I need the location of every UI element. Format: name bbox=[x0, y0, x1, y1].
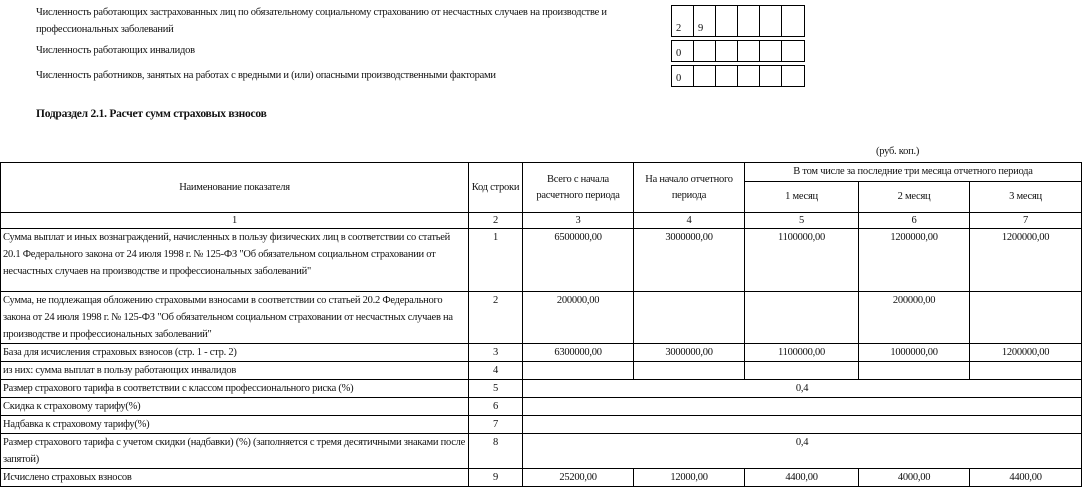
row-code: 2 bbox=[469, 292, 523, 344]
row-label: Исчислено страховых взносов bbox=[1, 469, 469, 487]
row-code: 9 bbox=[469, 469, 523, 487]
value-cell[interactable]: 1100000,00 bbox=[745, 229, 859, 292]
row-label: Размер страхового тарифа с учетом скидки (надбавки) (%) (заполняется с тремя десятичными знаками после запятой) bbox=[1, 434, 469, 469]
value-cell[interactable]: 1200000,00 bbox=[970, 344, 1082, 362]
table-row bbox=[1, 229, 1082, 292]
row-code: 3 bbox=[469, 344, 523, 362]
header-months-group: В том числе за последние три месяца отчетного периода bbox=[745, 163, 1082, 182]
row-label: Надбавка к страховому тарифу(%) bbox=[1, 416, 469, 434]
digit-cell bbox=[738, 41, 760, 61]
digit-cell bbox=[716, 66, 738, 86]
digit-cell bbox=[782, 6, 804, 36]
row-label: Скидка к страховому тарифу(%) bbox=[1, 398, 469, 416]
value-cell[interactable]: 1100000,00 bbox=[745, 344, 859, 362]
header-month-2: 2 месяц bbox=[859, 182, 970, 213]
table-row bbox=[1, 398, 1082, 416]
value-cell[interactable] bbox=[523, 362, 634, 380]
column-numbers-row bbox=[1, 213, 1082, 229]
value-cell[interactable]: 6500000,00 bbox=[523, 229, 634, 292]
digit-cell bbox=[738, 66, 760, 86]
value-cell[interactable]: 3000000,00 bbox=[634, 229, 745, 292]
digit-cell bbox=[760, 66, 782, 86]
value-cell[interactable] bbox=[523, 398, 1082, 416]
value-cell[interactable] bbox=[634, 362, 745, 380]
table-row bbox=[1, 416, 1082, 434]
insured-count-field[interactable] bbox=[671, 5, 805, 37]
value-cell[interactable] bbox=[970, 292, 1082, 344]
row-code: 5 bbox=[469, 380, 523, 398]
digit-cell bbox=[760, 6, 782, 36]
digit-cell bbox=[716, 41, 738, 61]
col-number: 7 bbox=[970, 213, 1082, 229]
table-row bbox=[1, 380, 1082, 398]
header-code: Код строки bbox=[469, 163, 523, 213]
row-code: 4 bbox=[469, 362, 523, 380]
row-label: из них: сумма выплат в пользу работающих инвалидов bbox=[1, 362, 469, 380]
digit-cell: 2 bbox=[672, 6, 694, 36]
col-number: 3 bbox=[523, 213, 634, 229]
col-number: 1 bbox=[1, 213, 469, 229]
digit-cell: 0 bbox=[672, 41, 694, 61]
value-cell[interactable]: 4400,00 bbox=[745, 469, 859, 487]
value-cell[interactable]: 3000000,00 bbox=[634, 344, 745, 362]
table-row bbox=[1, 292, 1082, 344]
row-label: Сумма, не подлежащая обложению страховыми взносами в соответствии со статьей 20.2 Федерального закона от 24 июля 1998 г. № 125-ФЗ "Об обязательном социальном страховании от несчастных случаев на производстве и профессиональных заболеваний" bbox=[1, 292, 469, 344]
contributions-table bbox=[0, 162, 1082, 487]
header-name: Наименование показателя bbox=[1, 163, 469, 213]
value-cell[interactable]: 4400,00 bbox=[970, 469, 1082, 487]
unit-label: (руб. коп.) bbox=[876, 146, 920, 157]
value-cell[interactable]: 200000,00 bbox=[859, 292, 970, 344]
value-cell[interactable]: 0,4 bbox=[523, 434, 1082, 469]
value-cell[interactable]: 6300000,00 bbox=[523, 344, 634, 362]
value-cell[interactable]: 200000,00 bbox=[523, 292, 634, 344]
disabled-count-field[interactable] bbox=[671, 40, 805, 62]
value-cell[interactable] bbox=[745, 292, 859, 344]
value-cell[interactable]: 0,4 bbox=[523, 380, 1082, 398]
header-start: На начало отчетного периода bbox=[634, 163, 745, 213]
hazard-count-label: Численность работников, занятых на работах с вредными и (или) опасными производственными факторами bbox=[36, 70, 496, 81]
insured-count-label: Численность работающих застрахованных лиц по обязательному социальному страхованию от несчастных случаев на производстве и профессиональных заболеваний bbox=[36, 7, 607, 35]
hazard-count-field[interactable] bbox=[671, 65, 805, 87]
digit-cell bbox=[760, 41, 782, 61]
col-number: 2 bbox=[469, 213, 523, 229]
value-cell[interactable]: 1200000,00 bbox=[859, 229, 970, 292]
table-row bbox=[1, 344, 1082, 362]
disabled-count-label: Численность работающих инвалидов bbox=[36, 45, 195, 56]
digit-cell bbox=[694, 41, 716, 61]
row-label: Сумма выплат и иных вознаграждений, начисленных в пользу физических лиц в соответствии со статьей 20.1 Федерального закона от 24 июля 1998 г. № 125-ФЗ "Об обязательном социальном страховании от несчастных случаев на производстве и профессиональных заболеваний" bbox=[1, 229, 469, 292]
table-row bbox=[1, 362, 1082, 380]
digit-cell bbox=[738, 6, 760, 36]
col-number: 5 bbox=[745, 213, 859, 229]
value-cell[interactable] bbox=[634, 292, 745, 344]
value-cell[interactable]: 4000,00 bbox=[859, 469, 970, 487]
digit-cell bbox=[694, 66, 716, 86]
digit-cell bbox=[716, 6, 738, 36]
row-label: Размер страхового тарифа в соответствии с классом профессионального риска (%) bbox=[1, 380, 469, 398]
value-cell[interactable] bbox=[745, 362, 859, 380]
row-code: 7 bbox=[469, 416, 523, 434]
digit-cell: 9 bbox=[694, 6, 716, 36]
digit-cell bbox=[782, 41, 804, 61]
col-number: 6 bbox=[859, 213, 970, 229]
col-number: 4 bbox=[634, 213, 745, 229]
header-month-3: 3 месяц bbox=[970, 182, 1082, 213]
row-code: 8 bbox=[469, 434, 523, 469]
header-month-1: 1 месяц bbox=[745, 182, 859, 213]
digit-cell: 0 bbox=[672, 66, 694, 86]
value-cell[interactable]: 1200000,00 bbox=[970, 229, 1082, 292]
row-code: 6 bbox=[469, 398, 523, 416]
digit-cell bbox=[782, 66, 804, 86]
value-cell[interactable] bbox=[970, 362, 1082, 380]
value-cell[interactable]: 12000,00 bbox=[634, 469, 745, 487]
header-total: Всего с начала расчетного периода bbox=[523, 163, 634, 213]
table-row bbox=[1, 469, 1082, 487]
section-title: Подраздел 2.1. Расчет сумм страховых взносов bbox=[36, 108, 267, 120]
row-code: 1 bbox=[469, 229, 523, 292]
value-cell[interactable] bbox=[523, 416, 1082, 434]
row-label: База для исчисления страховых взносов (стр. 1 - стр. 2) bbox=[1, 344, 469, 362]
value-cell[interactable] bbox=[859, 362, 970, 380]
value-cell[interactable]: 25200,00 bbox=[523, 469, 634, 487]
value-cell[interactable]: 1000000,00 bbox=[859, 344, 970, 362]
table-row bbox=[1, 434, 1082, 469]
